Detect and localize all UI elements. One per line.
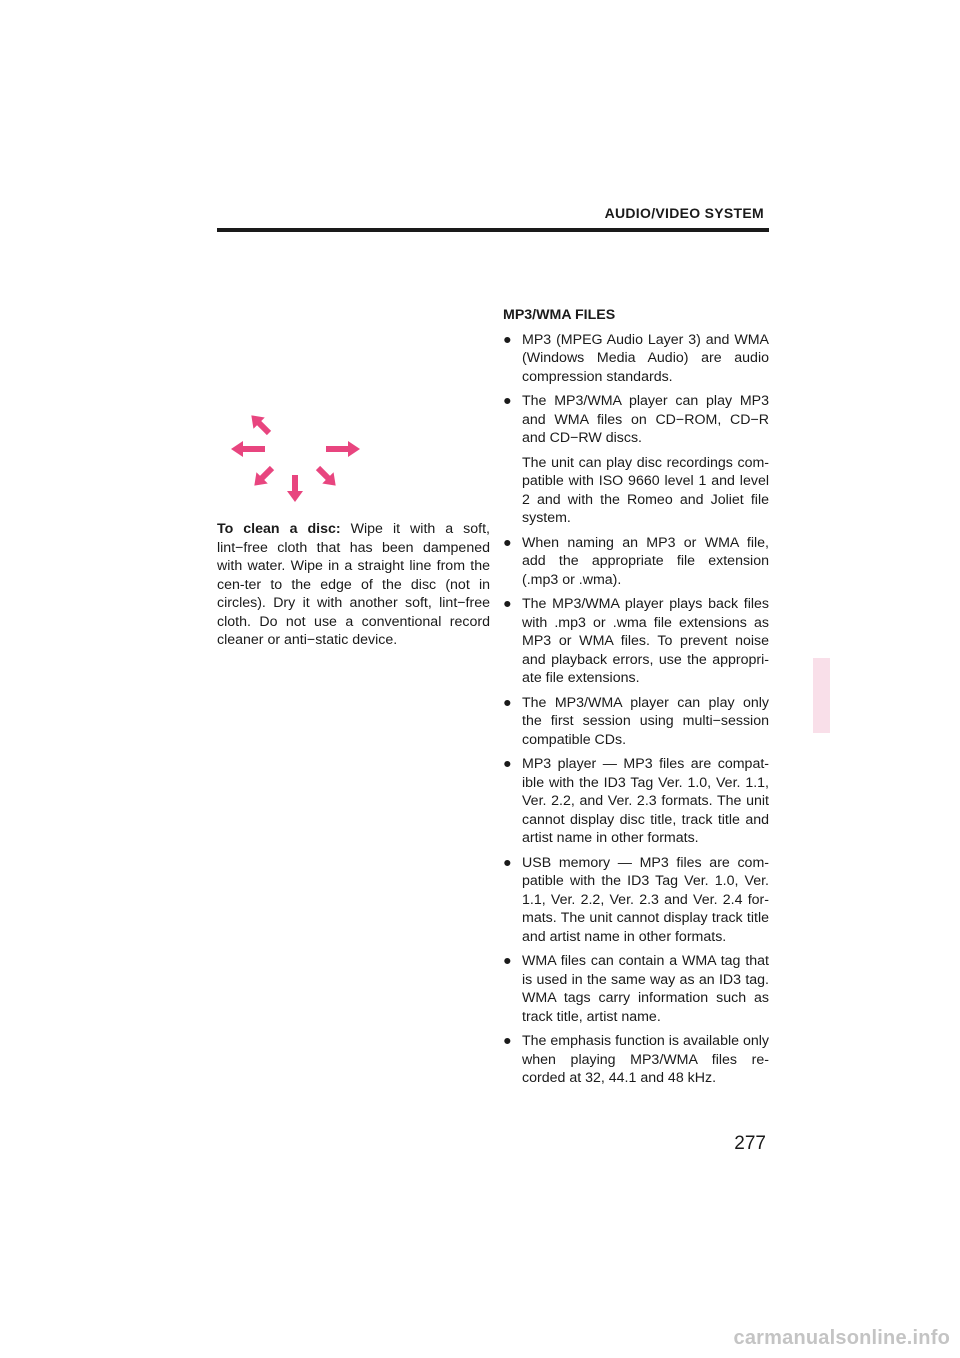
header-rule bbox=[217, 228, 769, 232]
lead-label: To clean a disc: bbox=[217, 521, 341, 537]
bullet-text: The emphasis function is available only when playing MP3/WMA files re-corded at 32, 44.1 and 48 kHz. bbox=[522, 1033, 769, 1086]
arrow-down-icon bbox=[287, 475, 303, 502]
bullet-text: USB memory — MP3 files are com-patible with the ID3 Tag Ver. 1.0, Ver. 1.1, Ver. 2.2, Ver. 2.3 and Ver. 2.4 for-mats. The unit cannot display track title and artist name in other formats. bbox=[522, 854, 769, 945]
bullet-text: WMA files can contain a WMA tag that is used in the same way as an ID3 tag. WMA tags carry information such as track title, artist name. bbox=[522, 953, 769, 1025]
bullet-item bbox=[503, 755, 769, 848]
watermark-text: carmanualsonline.info bbox=[733, 1327, 950, 1349]
bullet-icon: ● bbox=[503, 694, 512, 711]
mp3-wma-section bbox=[503, 306, 769, 1094]
cleaning-text: Wipe it with a soft, lint−free cloth that has been dampened with water. Wipe in a straight line from the cen-ter to the edge of the disc (not in circles). Dry it with another soft, lint−free cloth. Do not use a conventional record cleaner or anti−static device. bbox=[217, 521, 490, 648]
bullet-text: The MP3/WMA player can play MP3 and WMA files on CD−ROM, CD−R and CD−RW discs. bbox=[522, 393, 769, 446]
chapter-side-tab bbox=[813, 658, 830, 733]
bullet-icon: ● bbox=[503, 756, 512, 772]
bullet-icon: ● bbox=[503, 393, 512, 409]
bullet-text: The MP3/WMA player can play only the first session using multi−session compatible CDs. bbox=[522, 694, 769, 748]
bullet-item bbox=[503, 331, 769, 387]
arrow-group bbox=[231, 410, 360, 502]
section-header-title: AUDIO/VIDEO SYSTEM bbox=[604, 205, 764, 221]
bullet-item bbox=[503, 1032, 769, 1088]
bullet-item bbox=[503, 392, 769, 448]
bullet-icon: ● bbox=[503, 331, 512, 348]
arrow-down-right-icon bbox=[312, 462, 341, 491]
bullet-text: When naming an MP3 or WMA file, add the appropriate file extension (.mp3 or .wma). bbox=[522, 534, 769, 588]
bullet-item bbox=[503, 854, 769, 947]
bullet-icon: ● bbox=[503, 854, 512, 871]
bullet-icon: ● bbox=[503, 953, 512, 969]
bullet-icon: ● bbox=[503, 596, 512, 612]
disc-cleaning-arrows-figure bbox=[225, 405, 365, 505]
bullet-list bbox=[503, 331, 769, 1088]
arrow-left-icon bbox=[231, 441, 265, 457]
arrow-down-left-icon bbox=[249, 462, 278, 491]
bullet-subparagraph: The unit can play disc recordings com-patible with ISO 9660 level 1 and level 2 and with the Romeo and Joliet file system. bbox=[522, 454, 769, 526]
bullet-text: MP3 (MPEG Audio Layer 3) and WMA (Windows Media Audio) are audio compression standards. bbox=[522, 331, 769, 385]
bullet-text: MP3 player — MP3 files are compat-ible with the ID3 Tag Ver. 1.0, Ver. 1.1, Ver. 2.2, and Ver. 2.3 formats. The unit cannot display disc title, track title and artist name in other formats. bbox=[522, 756, 769, 846]
bullet-item bbox=[503, 595, 769, 688]
arrow-up-left-icon bbox=[246, 410, 275, 439]
page-number: 277 bbox=[734, 1133, 766, 1154]
bullet-item bbox=[503, 534, 769, 590]
bullet-text: The MP3/WMA player plays back files with .mp3 or .wma file extensions as MP3 or WMA files. To prevent noise and playback errors, use the appropri-ate file extensions. bbox=[522, 596, 769, 686]
disc-cleaning-paragraph bbox=[217, 520, 490, 650]
section-title: MP3/WMA FILES bbox=[503, 307, 616, 323]
bullet-icon: ● bbox=[503, 1033, 512, 1049]
bullet-icon: ● bbox=[503, 534, 512, 551]
bullet-item bbox=[503, 952, 769, 1026]
arrow-right-icon bbox=[326, 441, 360, 457]
bullet-item bbox=[503, 694, 769, 750]
